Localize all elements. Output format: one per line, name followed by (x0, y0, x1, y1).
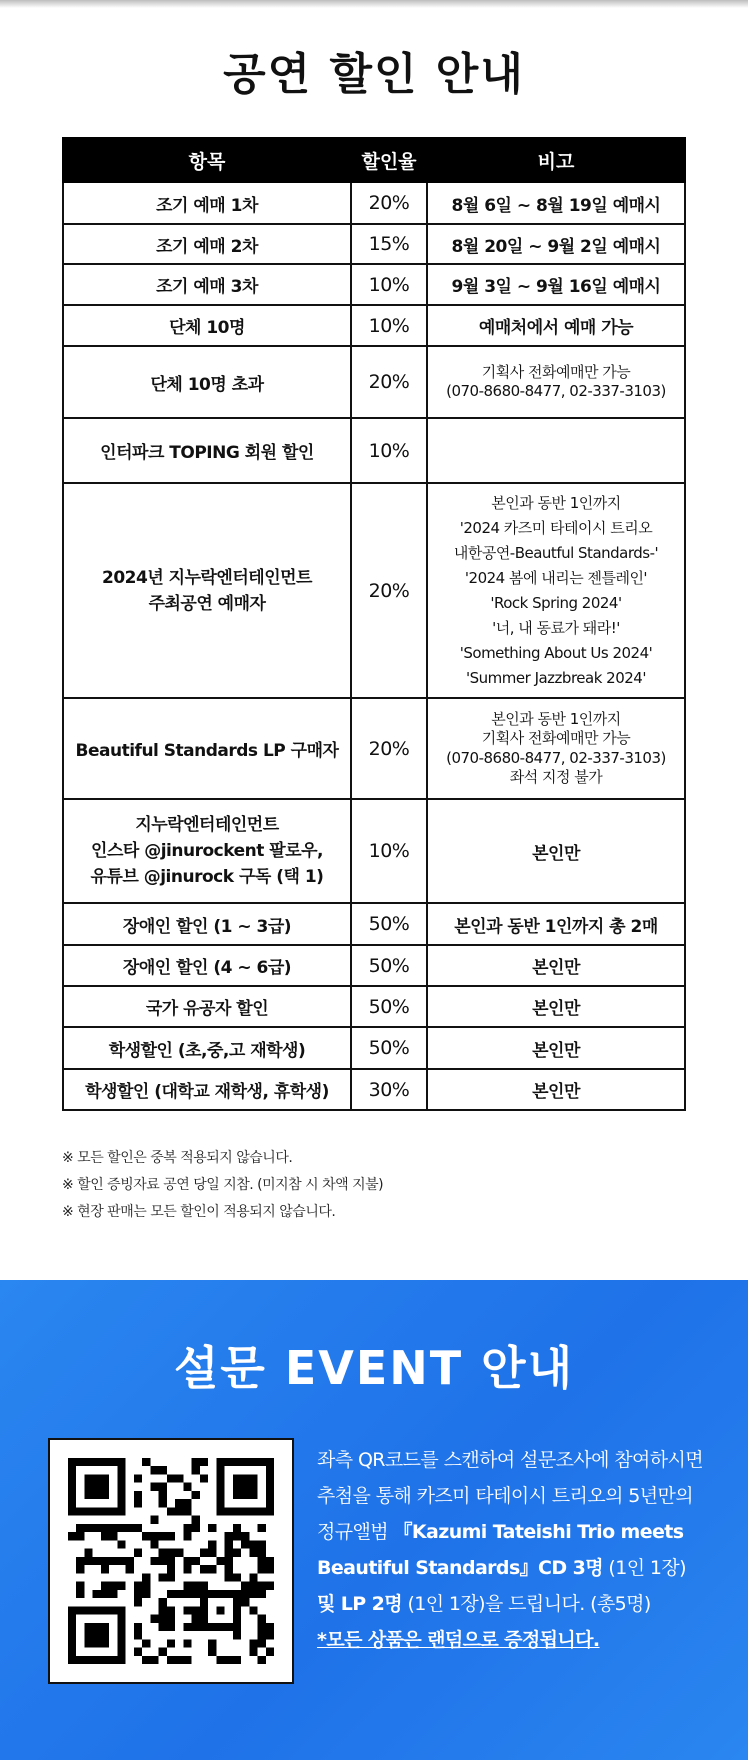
row-item-line: 장애인 할인 (4 ~ 6급) (122, 958, 292, 978)
row-note-line: (070-8680-8477, 02-337-3103) (446, 382, 666, 400)
row-note-line: 기획사 전화예매만 가능 (481, 362, 631, 381)
event-text-line: 추첨을 통해 카즈미 타테이시 트리오의 5년만의 (317, 1485, 694, 1507)
row-item-line: 학생할인 (대학교 재학생, 휴학생) (85, 1082, 329, 1102)
row-item (63, 483, 351, 698)
row-note (427, 986, 685, 1027)
row-note (427, 1027, 685, 1069)
row-rate: 50% (351, 986, 427, 1027)
header-rate: 할인율 (351, 138, 427, 182)
table-row (63, 305, 685, 346)
event-description (317, 1442, 727, 1658)
table-row (63, 1069, 685, 1110)
table-row (63, 264, 685, 305)
row-rate: 20% (351, 698, 427, 799)
table-row (63, 346, 685, 418)
row-item (63, 305, 351, 346)
header-item: 항목 (63, 138, 351, 182)
row-item-line: 단체 10명 초과 (150, 374, 264, 395)
row-item-line: 유튜브 @jinurock 구독 (택 1) (90, 867, 324, 887)
note-item: ※ 현장 판매는 모든 할인이 적용되지 않습니다. (62, 1204, 336, 1220)
row-item (63, 264, 351, 305)
table-row (63, 799, 685, 903)
row-item-line: 단체 10명 (169, 318, 245, 338)
row-note-line: 8월 6일 ~ 8월 19일 예매시 (451, 195, 661, 216)
qr-code-icon[interactable] (48, 1438, 294, 1684)
row-note-line: 본인만 (532, 843, 580, 864)
row-item-line: 인터파크 TOPING 회원 할인 (100, 443, 314, 463)
row-item (63, 346, 351, 418)
row-rate: 20% (351, 182, 427, 224)
row-note-line: 본인과 동반 1인까지 (491, 709, 621, 728)
row-rate: 20% (351, 483, 427, 698)
row-note (427, 903, 685, 945)
survey-event-section (0, 1280, 748, 1760)
row-rate: 15% (351, 224, 427, 264)
event-text-line (317, 1514, 727, 1550)
row-note (427, 264, 685, 305)
row-item-line: 주최공연 예매자 (148, 593, 266, 614)
row-rate: 20% (351, 346, 427, 418)
row-rate: 10% (351, 305, 427, 346)
row-note-line: 본인과 동반 1인까지 (491, 493, 621, 512)
row-rate: 30% (351, 1069, 427, 1110)
table-row (63, 182, 685, 224)
row-note-line: 8월 20일 ~ 9월 2일 예매시 (451, 236, 661, 257)
row-item-line: 2024년 지누락엔터테인먼트 (102, 567, 312, 588)
row-item (63, 986, 351, 1027)
row-item-line: 학생할인 (초,중,고 재학생) (108, 1040, 306, 1061)
row-note-line: 기획사 전화예매만 가능 (481, 729, 631, 747)
row-note-line: 'Something About Us 2024' (459, 643, 653, 662)
row-note-line: 내한공연-Beautful Standards-' (453, 543, 659, 562)
row-rate: 50% (351, 1027, 427, 1069)
table-row (63, 903, 685, 945)
row-item (63, 945, 351, 986)
row-note (427, 698, 685, 799)
album-title-part: Beautiful Standards』CD 3명 (317, 1557, 603, 1579)
row-item-line: 인스타 @jinurockent 팔로우, (91, 841, 323, 861)
row-note (427, 305, 685, 346)
row-item-line: 국가 유공자 할인 (145, 999, 269, 1019)
row-item-line: 장애인 할인 (1 ~ 3급) (122, 916, 292, 937)
row-item (63, 799, 351, 903)
row-note-line: 예매처에서 예매 가능 (478, 318, 634, 338)
table-row (63, 1027, 685, 1069)
event-title: 설문 EVENT 안내 (173, 1341, 575, 1395)
page-title: 공연 할인 안내 (223, 49, 525, 100)
row-note-line: '2024 봄에 내리는 젠틀레인' (464, 568, 648, 587)
row-note (427, 799, 685, 903)
row-note (427, 224, 685, 264)
row-rate: 50% (351, 903, 427, 945)
row-rate: 50% (351, 945, 427, 986)
row-note-line: 본인과 동반 1인까지 총 2매 (454, 916, 658, 937)
row-note (427, 483, 685, 698)
table-row (63, 483, 685, 698)
row-note (427, 1069, 685, 1110)
note-item: ※ 할인 증빙자료 공연 당일 지참. (미지참 시 차액 지불) (62, 1177, 384, 1193)
row-note-line: 좌석 지정 불가 (509, 768, 603, 786)
discount-table (62, 137, 686, 1111)
row-note-line: 9월 3일 ~ 9월 16일 예매시 (451, 277, 661, 297)
row-item (63, 182, 351, 224)
table-header-row (63, 138, 685, 182)
row-rate: 10% (351, 799, 427, 903)
row-note (427, 418, 685, 483)
header-note: 비고 (427, 138, 685, 182)
row-note-line: 본인만 (532, 999, 580, 1019)
row-item-line: 조기 예매 2차 (156, 236, 258, 257)
table-row (63, 945, 685, 986)
event-text-part: 정규앨범 (317, 1521, 389, 1543)
row-note-line: (070-8680-8477, 02-337-3103) (446, 748, 666, 767)
row-item (63, 1069, 351, 1110)
table-row (63, 698, 685, 799)
row-item (63, 224, 351, 264)
table-row (63, 418, 685, 483)
row-item (63, 698, 351, 799)
row-note-line: 본인만 (532, 1040, 580, 1061)
album-title-part: 『Kazumi Tateishi Trio meets (393, 1521, 684, 1543)
row-note (427, 945, 685, 986)
row-note-line: '너, 내 동료가 돼라!' (492, 618, 620, 637)
row-note-line: 본인만 (532, 1082, 580, 1102)
event-random-note: *모든 상품은 랜덤으로 증정됩니다. (317, 1629, 600, 1651)
row-note-line: 본인만 (532, 958, 580, 978)
row-rate: 10% (351, 264, 427, 305)
event-text-line: 좌측 QR코드를 스캔하여 설문조사에 참여하시면 (317, 1449, 704, 1471)
row-item (63, 1027, 351, 1069)
table-row (63, 224, 685, 264)
top-shadow-bar (0, 0, 748, 8)
row-note (427, 346, 685, 418)
row-item (63, 903, 351, 945)
row-item-line: 지누락엔터테인먼트 (135, 815, 279, 835)
table-row (63, 986, 685, 1027)
row-note-line: 'Summer Jazzbreak 2024' (466, 668, 646, 687)
row-rate: 10% (351, 418, 427, 483)
row-note-line: '2024 카즈미 타테이시 트리오 (459, 518, 653, 537)
note-item: ※ 모든 할인은 중복 적용되지 않습니다. (62, 1150, 293, 1166)
row-item (63, 418, 351, 483)
qr-code-graphic (68, 1458, 274, 1664)
row-item-line: 조기 예매 1차 (156, 195, 258, 216)
row-note-line: 'Rock Spring 2024' (490, 593, 622, 612)
row-note (427, 182, 685, 224)
discount-table-body (63, 182, 685, 1110)
event-text-line (317, 1586, 727, 1622)
row-item-line: Beautiful Standards LP 구매자 (75, 741, 339, 761)
event-text-part: (1인 1장)을 드립니다. (총5명) (402, 1593, 651, 1615)
event-text-line (317, 1550, 727, 1586)
notes-list (62, 1145, 383, 1226)
event-text-part: (1인 1장) (602, 1557, 686, 1579)
row-item-line: 조기 예매 3차 (156, 277, 258, 297)
lp-prize-part: 및 LP 2명 (317, 1593, 402, 1615)
